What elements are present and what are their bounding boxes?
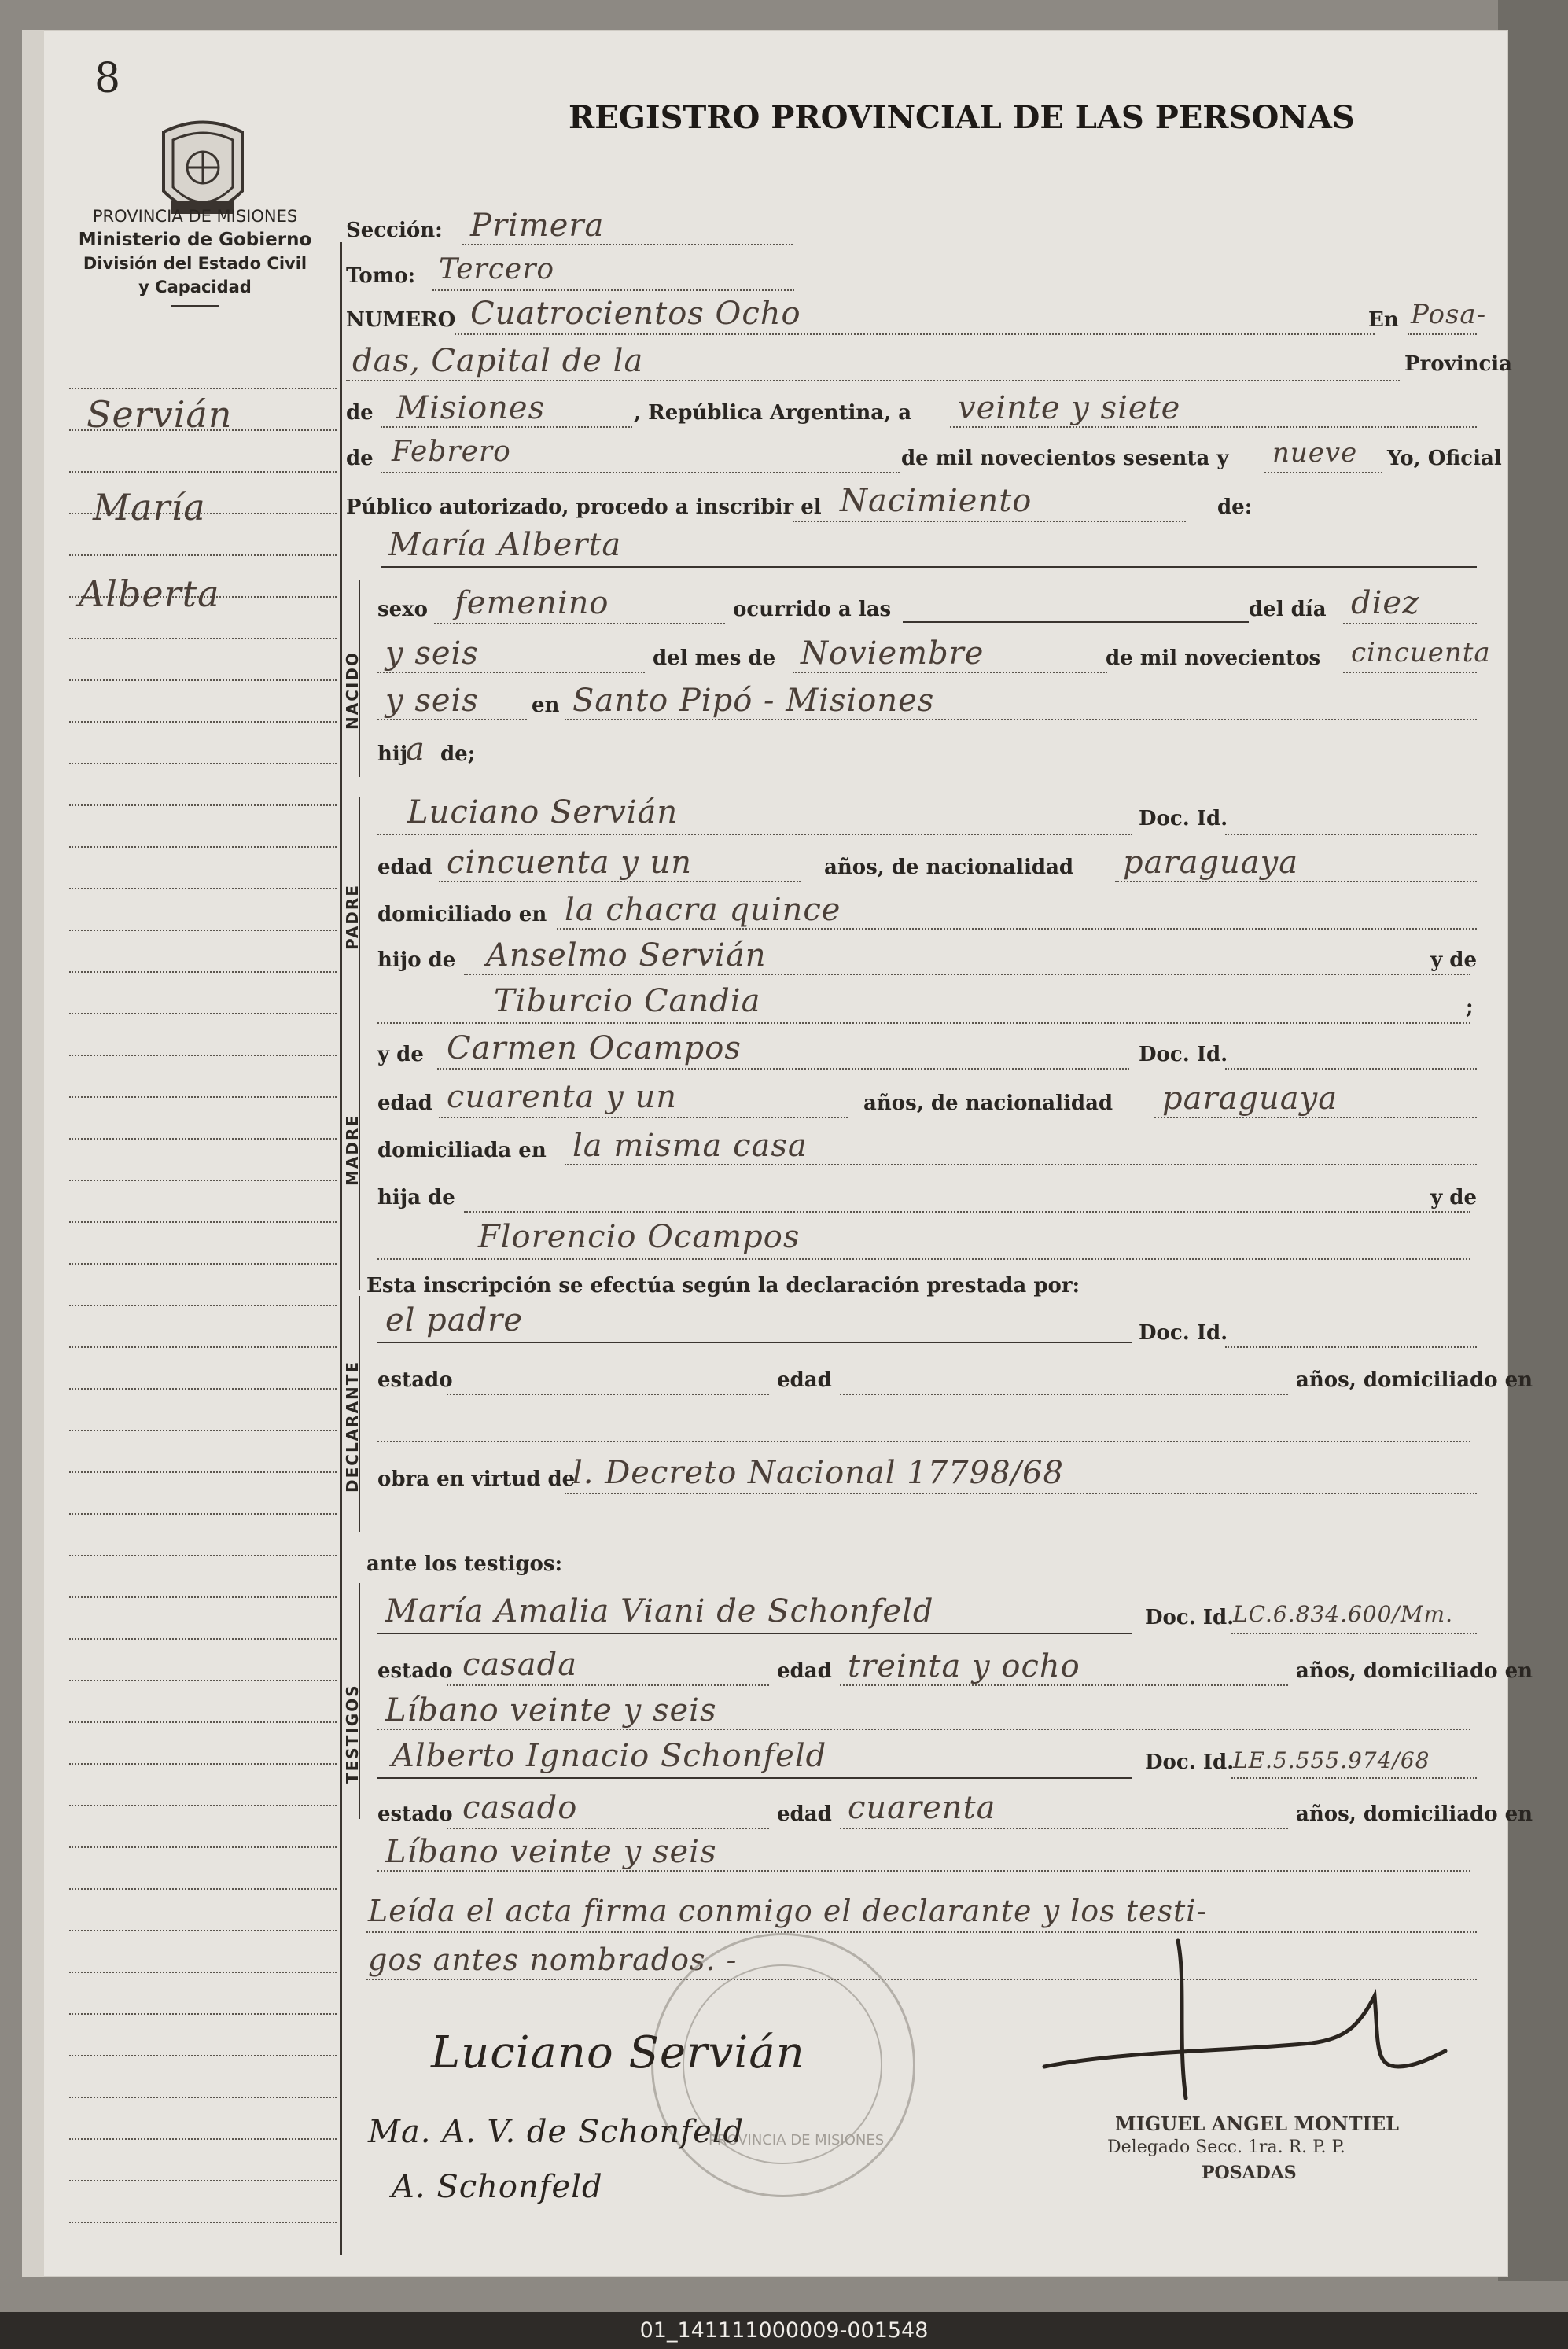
testigo2-estado-value: casado (462, 1790, 578, 1826)
testigo2-edad-label: edad (777, 1802, 832, 1826)
dia-value-cont: y seis (385, 635, 479, 672)
seccion-value: Primera (470, 208, 605, 244)
testigo2-estado-label: estado (377, 1802, 453, 1826)
padre-edad-value: cincuenta y un (447, 845, 693, 881)
testigo2-edad-value: cuarenta (848, 1790, 996, 1826)
declarante-edad-label: edad (777, 1368, 832, 1392)
madre-edad-value: cuarenta y un (447, 1079, 678, 1115)
oficial-cargo: Delegado Secc. 1ra. R. P. P. (1107, 2137, 1345, 2157)
madre-yde2-label: y de (1430, 1186, 1477, 1209)
padre-domicilio-label: domiciliado en (377, 903, 547, 926)
en-value-cont: das, Capital de la (352, 343, 644, 379)
issuer-capacity: y Capacidad (138, 278, 252, 296)
firma-testigo2: A. Schonfeld (392, 2169, 603, 2205)
page-number: 8 (94, 55, 121, 102)
dia-value: diez (1351, 585, 1420, 621)
issuer-divider (171, 305, 219, 307)
image-id-footer: 01_141111000009-001548 (0, 2312, 1568, 2349)
testigo1-anios-label: años, domiciliado en (1296, 1659, 1533, 1683)
publico-label: Público autorizado, procedo a inscribir el (346, 495, 822, 519)
hijo-de-label: de; (440, 742, 476, 766)
madre-nacionalidad-value: paraguaya (1162, 1081, 1338, 1117)
padre-nacionalidad-value: paraguaya (1123, 845, 1299, 881)
declarante-section-label: DECLARANTE (343, 1360, 362, 1493)
testigo1-domicilio: Líbano veinte y seis (385, 1692, 717, 1729)
declarante-doc-label: Doc. Id. (1139, 1321, 1228, 1345)
madre-edad-label: edad (377, 1092, 432, 1115)
numero-value: Cuatrocientos Ocho (470, 296, 801, 332)
numero-label: NUMERO (346, 308, 456, 332)
padre-yde-label: y de (1430, 948, 1477, 972)
testigo1-estado-label: estado (377, 1659, 453, 1683)
de-label: de (346, 401, 374, 425)
mil-novecientos-label: de mil novecientos (1106, 646, 1321, 670)
testigo2-domicilio: Líbano veinte y seis (385, 1834, 717, 1870)
padre-madre-value: Tiburcio Candia (494, 983, 761, 1019)
mil-label: de mil novecientos sesenta y (901, 447, 1229, 470)
declarante-nombre: el padre (385, 1302, 524, 1338)
de3-label: de: (1217, 495, 1253, 519)
margin-note-name2: Alberta (79, 573, 220, 615)
testigo1-doc-label: Doc. Id. (1145, 1606, 1235, 1629)
anio-value: cincuenta (1351, 637, 1491, 668)
anio-value-cont: y seis (385, 683, 479, 719)
testigo2-doc-label: Doc. Id. (1145, 1751, 1235, 1774)
testigo2-anios-label: años, domiciliado en (1296, 1802, 1533, 1826)
madre-section-label: MADRE (343, 1114, 362, 1186)
padre-section-label: PADRE (343, 884, 362, 950)
tomo-value: Tercero (439, 253, 555, 285)
testigos-section-label: TESTIGOS (343, 1684, 362, 1784)
fecha-mes-value: Febrero (392, 436, 511, 468)
hijo-suffix: a (406, 731, 425, 768)
oficial-lugar: POSADAS (1202, 2163, 1297, 2183)
provincia-label: Provincia (1404, 352, 1513, 376)
page-fold-shadow (22, 30, 44, 2277)
obra-value: l. Decreto Nacional 17798/68 (572, 1455, 1064, 1491)
madre-domicilio-value: la misma casa (572, 1128, 808, 1164)
mes-label: del mes de (653, 646, 776, 670)
padre-nombre: Luciano Servián (407, 794, 679, 830)
firma-testigo1: Ma. A. V. de Schonfeld (368, 2114, 745, 2150)
fecha-dia-value: veinte y siete (958, 390, 1181, 426)
testigo1-doc-value: LC.6.834.600/Mm. (1233, 1601, 1453, 1627)
stamp-text: PROVINCIA DE MISIONES (709, 2132, 885, 2148)
issuer-province: PROVINCIA DE MISIONES (92, 207, 298, 226)
official-signature-icon (1029, 1933, 1469, 2114)
inscripto-nombre: María Alberta (388, 527, 622, 563)
sexo-value: femenino (455, 585, 609, 621)
binder-edge (1498, 0, 1568, 2281)
obra-label: obra en virtud de (377, 1467, 576, 1491)
testigos-intro: ante los testigos: (366, 1552, 563, 1576)
de2-label: de (346, 447, 374, 470)
testigo2-doc-value: LE.5.555.974/68 (1233, 1747, 1430, 1773)
provincia-value: Misiones (396, 390, 546, 426)
mes-value: Noviembre (801, 635, 985, 672)
tomo-label: Tomo: (346, 264, 416, 288)
register-page (22, 30, 1533, 2277)
en-value: Posa- (1411, 299, 1487, 330)
testigo1-nombre: María Amalia Viani de Schonfeld (385, 1593, 934, 1629)
madre-doc-label: Doc. Id. (1139, 1043, 1228, 1066)
testigo1-edad-value: treinta y ocho (848, 1648, 1080, 1684)
padre-semicolon: ; (1466, 996, 1474, 1019)
cierre-linea1: Leída el acta firma conmigo el declarante y los testi- (368, 1894, 1208, 1928)
fecha-anio-value: nueve (1272, 437, 1358, 469)
margin-note-name1: María (93, 486, 206, 528)
en-lugar-label: en (532, 694, 560, 717)
madre-madre-value: Florencio Ocampos (478, 1219, 801, 1255)
issuer-block (53, 204, 337, 307)
en-label: En (1368, 308, 1399, 332)
testigo1-estado-value: casada (462, 1647, 578, 1683)
madre-domicilio-label: domiciliada en (377, 1139, 547, 1162)
oficial-nombre: MIGUEL ANGEL MONTIEL (1115, 2112, 1399, 2135)
issuer-division: División del Estado Civil (83, 254, 307, 273)
issuer-ministry: Ministerio de Gobierno (78, 230, 312, 250)
madre-nombre: Carmen Ocampos (447, 1030, 742, 1066)
padre-edad-label: edad (377, 856, 432, 879)
firma-declarante: Luciano Servián (431, 2027, 805, 2078)
margin-note-surname: Servián (86, 393, 233, 436)
seccion-label: Sección: (346, 219, 443, 242)
yo-oficial-label: Yo, Oficial (1387, 447, 1502, 470)
declarante-estado-label: estado (377, 1368, 453, 1392)
ocurrido-label: ocurrido a las (733, 598, 892, 621)
republica-label: , República Argentina, a (634, 401, 912, 425)
sexo-label: sexo (377, 598, 429, 621)
padre-nac-label: años, de nacionalidad (824, 856, 1074, 879)
madre-yde-label: y de (377, 1043, 424, 1066)
dia-label: del día (1249, 598, 1327, 621)
document-title: REGISTRO PROVINCIAL DE LAS PERSONAS (569, 99, 1355, 136)
padre-doc-label: Doc. Id. (1139, 807, 1228, 830)
padre-hijo-de-label: hijo de (377, 948, 456, 972)
lugar-value: Santo Pipó - Misiones (572, 683, 935, 719)
testigo1-edad-label: edad (777, 1659, 832, 1683)
madre-nac-label: años, de nacionalidad (863, 1092, 1113, 1115)
testigo2-nombre: Alberto Ignacio Schonfeld (392, 1738, 827, 1774)
declarante-intro: Esta inscripción se efectúa según la declaración prestada por: (366, 1274, 1080, 1298)
hijo-label: hij (377, 742, 408, 766)
padre-domicilio-value: la chacra quince (565, 892, 841, 928)
margin-rule (340, 242, 342, 2255)
declarante-anios-label: años, domiciliado en (1296, 1368, 1533, 1392)
acto-value: Nacimiento (840, 483, 1032, 519)
nacido-section-label: NACIDO (343, 651, 362, 730)
madre-hija-de-label: hija de (377, 1186, 455, 1209)
padre-padre-value: Anselmo Servián (486, 937, 767, 974)
cierre-linea2: gos antes nombrados. - (368, 1942, 738, 1977)
